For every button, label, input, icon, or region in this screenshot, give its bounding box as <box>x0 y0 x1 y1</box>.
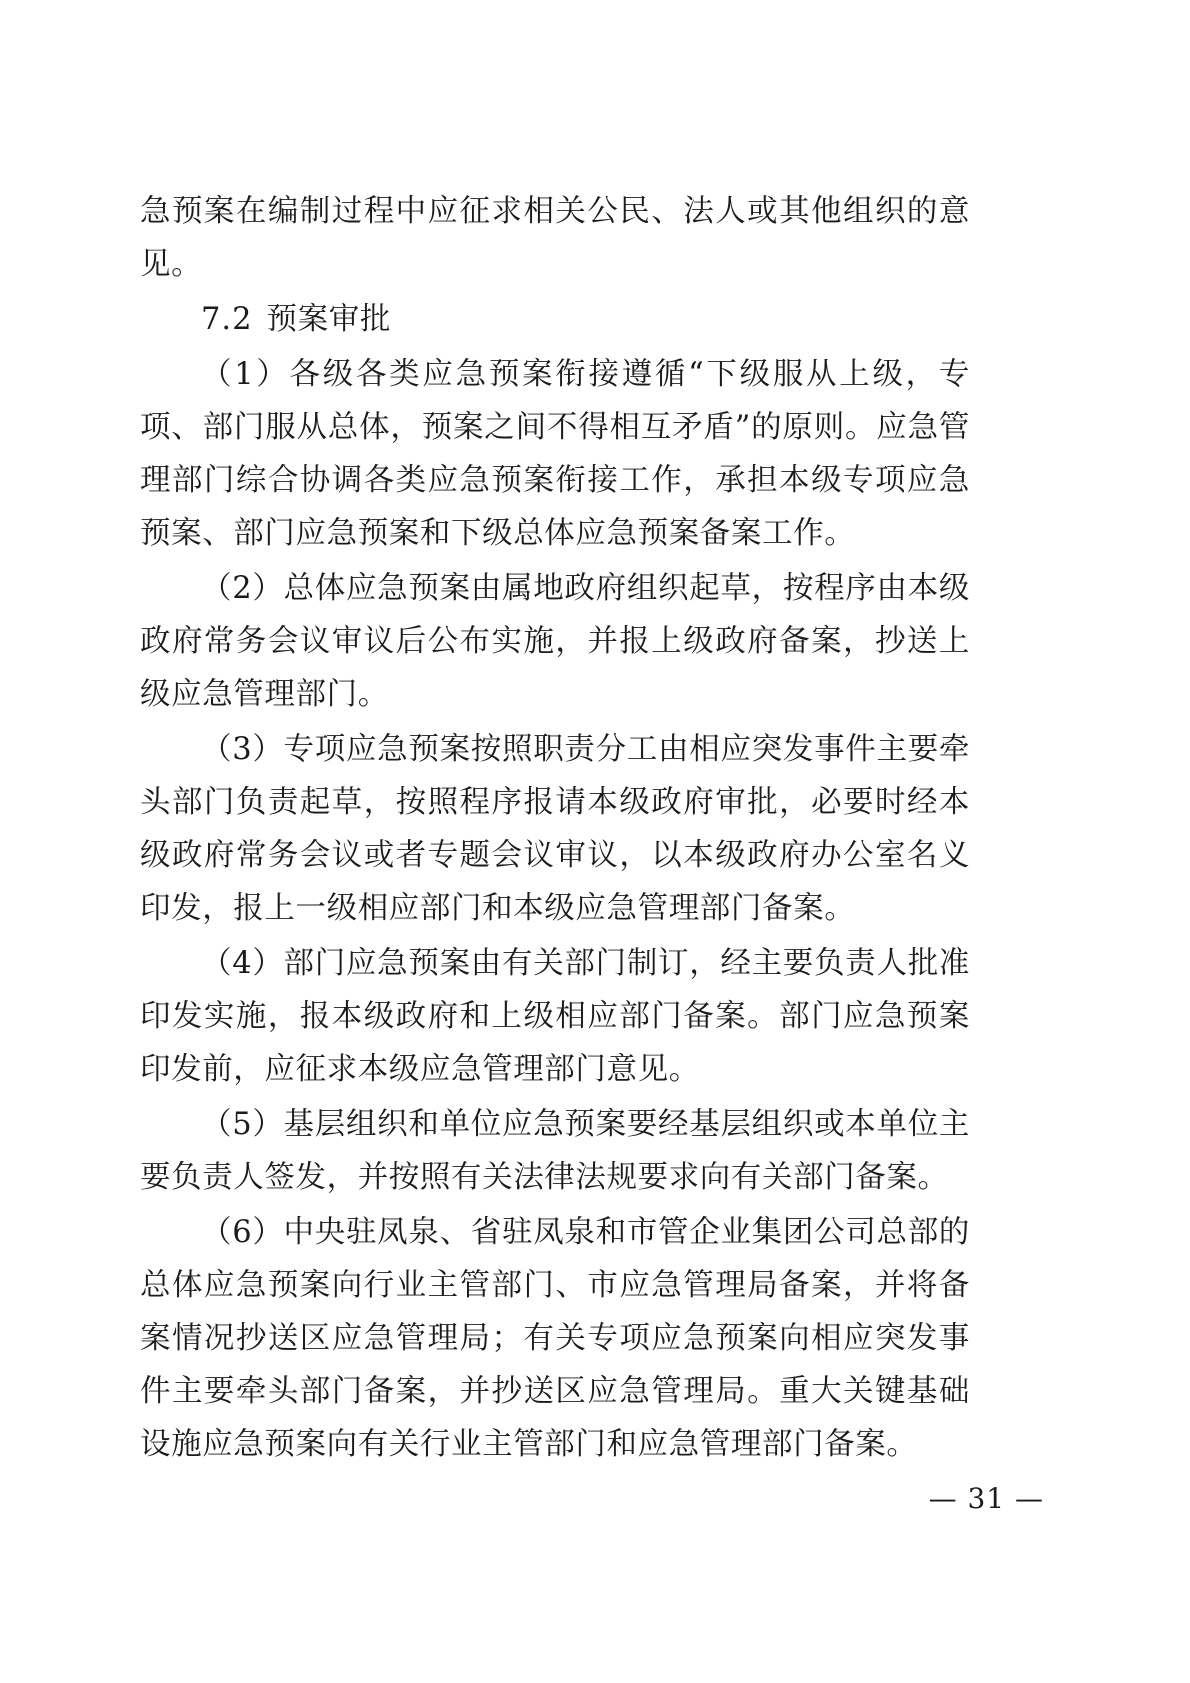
section-number: 7.2 <box>201 302 253 337</box>
continued-paragraph: 急预案在编制过程中应征求相关公民、法人或其他组织的意见。 <box>140 194 970 282</box>
list-item: （6）中央驻凤泉、省驻凤泉和市管企业集团公司总部的总体应急预案向行业主管部门、市应急管理局备案，并将备案情况抄送区应急管理局；有关专项应急预案向相应突发事件主要牵头部门备案，并抄送区应急管理局。重大关键基础设施应急预案向有关行业主管部门和应急管理部门备案。 <box>140 1215 970 1462</box>
section-title: 预案审批 <box>266 302 391 337</box>
section-heading <box>140 293 970 346</box>
list-item: （2）总体应急预案由属地政府组织起草，按程序由本级政府常务会议审议后公布实施，并报上级政府备案，抄送上级应急管理部门。 <box>140 571 970 712</box>
page-number: — 31 — <box>928 1482 1044 1515</box>
list-item: （5）基层组织和单位应急预案要经基层组织或本单位主要负责人签发，并按照有关法律法规要求向有关部门备案。 <box>140 1107 970 1195</box>
page-content <box>140 185 970 1473</box>
list-item: （4）部门应急预案由有关部门制订，经主要负责人批准印发实施，报本级政府和上级相应部门备案。部门应急预案印发前，应征求本级应急管理部门意见。 <box>140 946 970 1087</box>
list-item: （3）专项应急预案按照职责分工由相应突发事件主要牵头部门负责起草，按照程序报请本级政府审批，必要时经本级政府常务会议或者专题会议审议，以本级政府办公室名义印发，报上一级相应部门和本级应急管理部门备案。 <box>140 732 970 926</box>
list-item: （1）各级各类应急预案衔接遵循“下级服从上级，专项、部门服从总体，预案之间不得相互矛盾”的原则。应急管理部门综合协调各类应急预案衔接工作，承担本级专项应急预案、部门应急预案和下级总体应急预案备案工作。 <box>140 357 970 551</box>
